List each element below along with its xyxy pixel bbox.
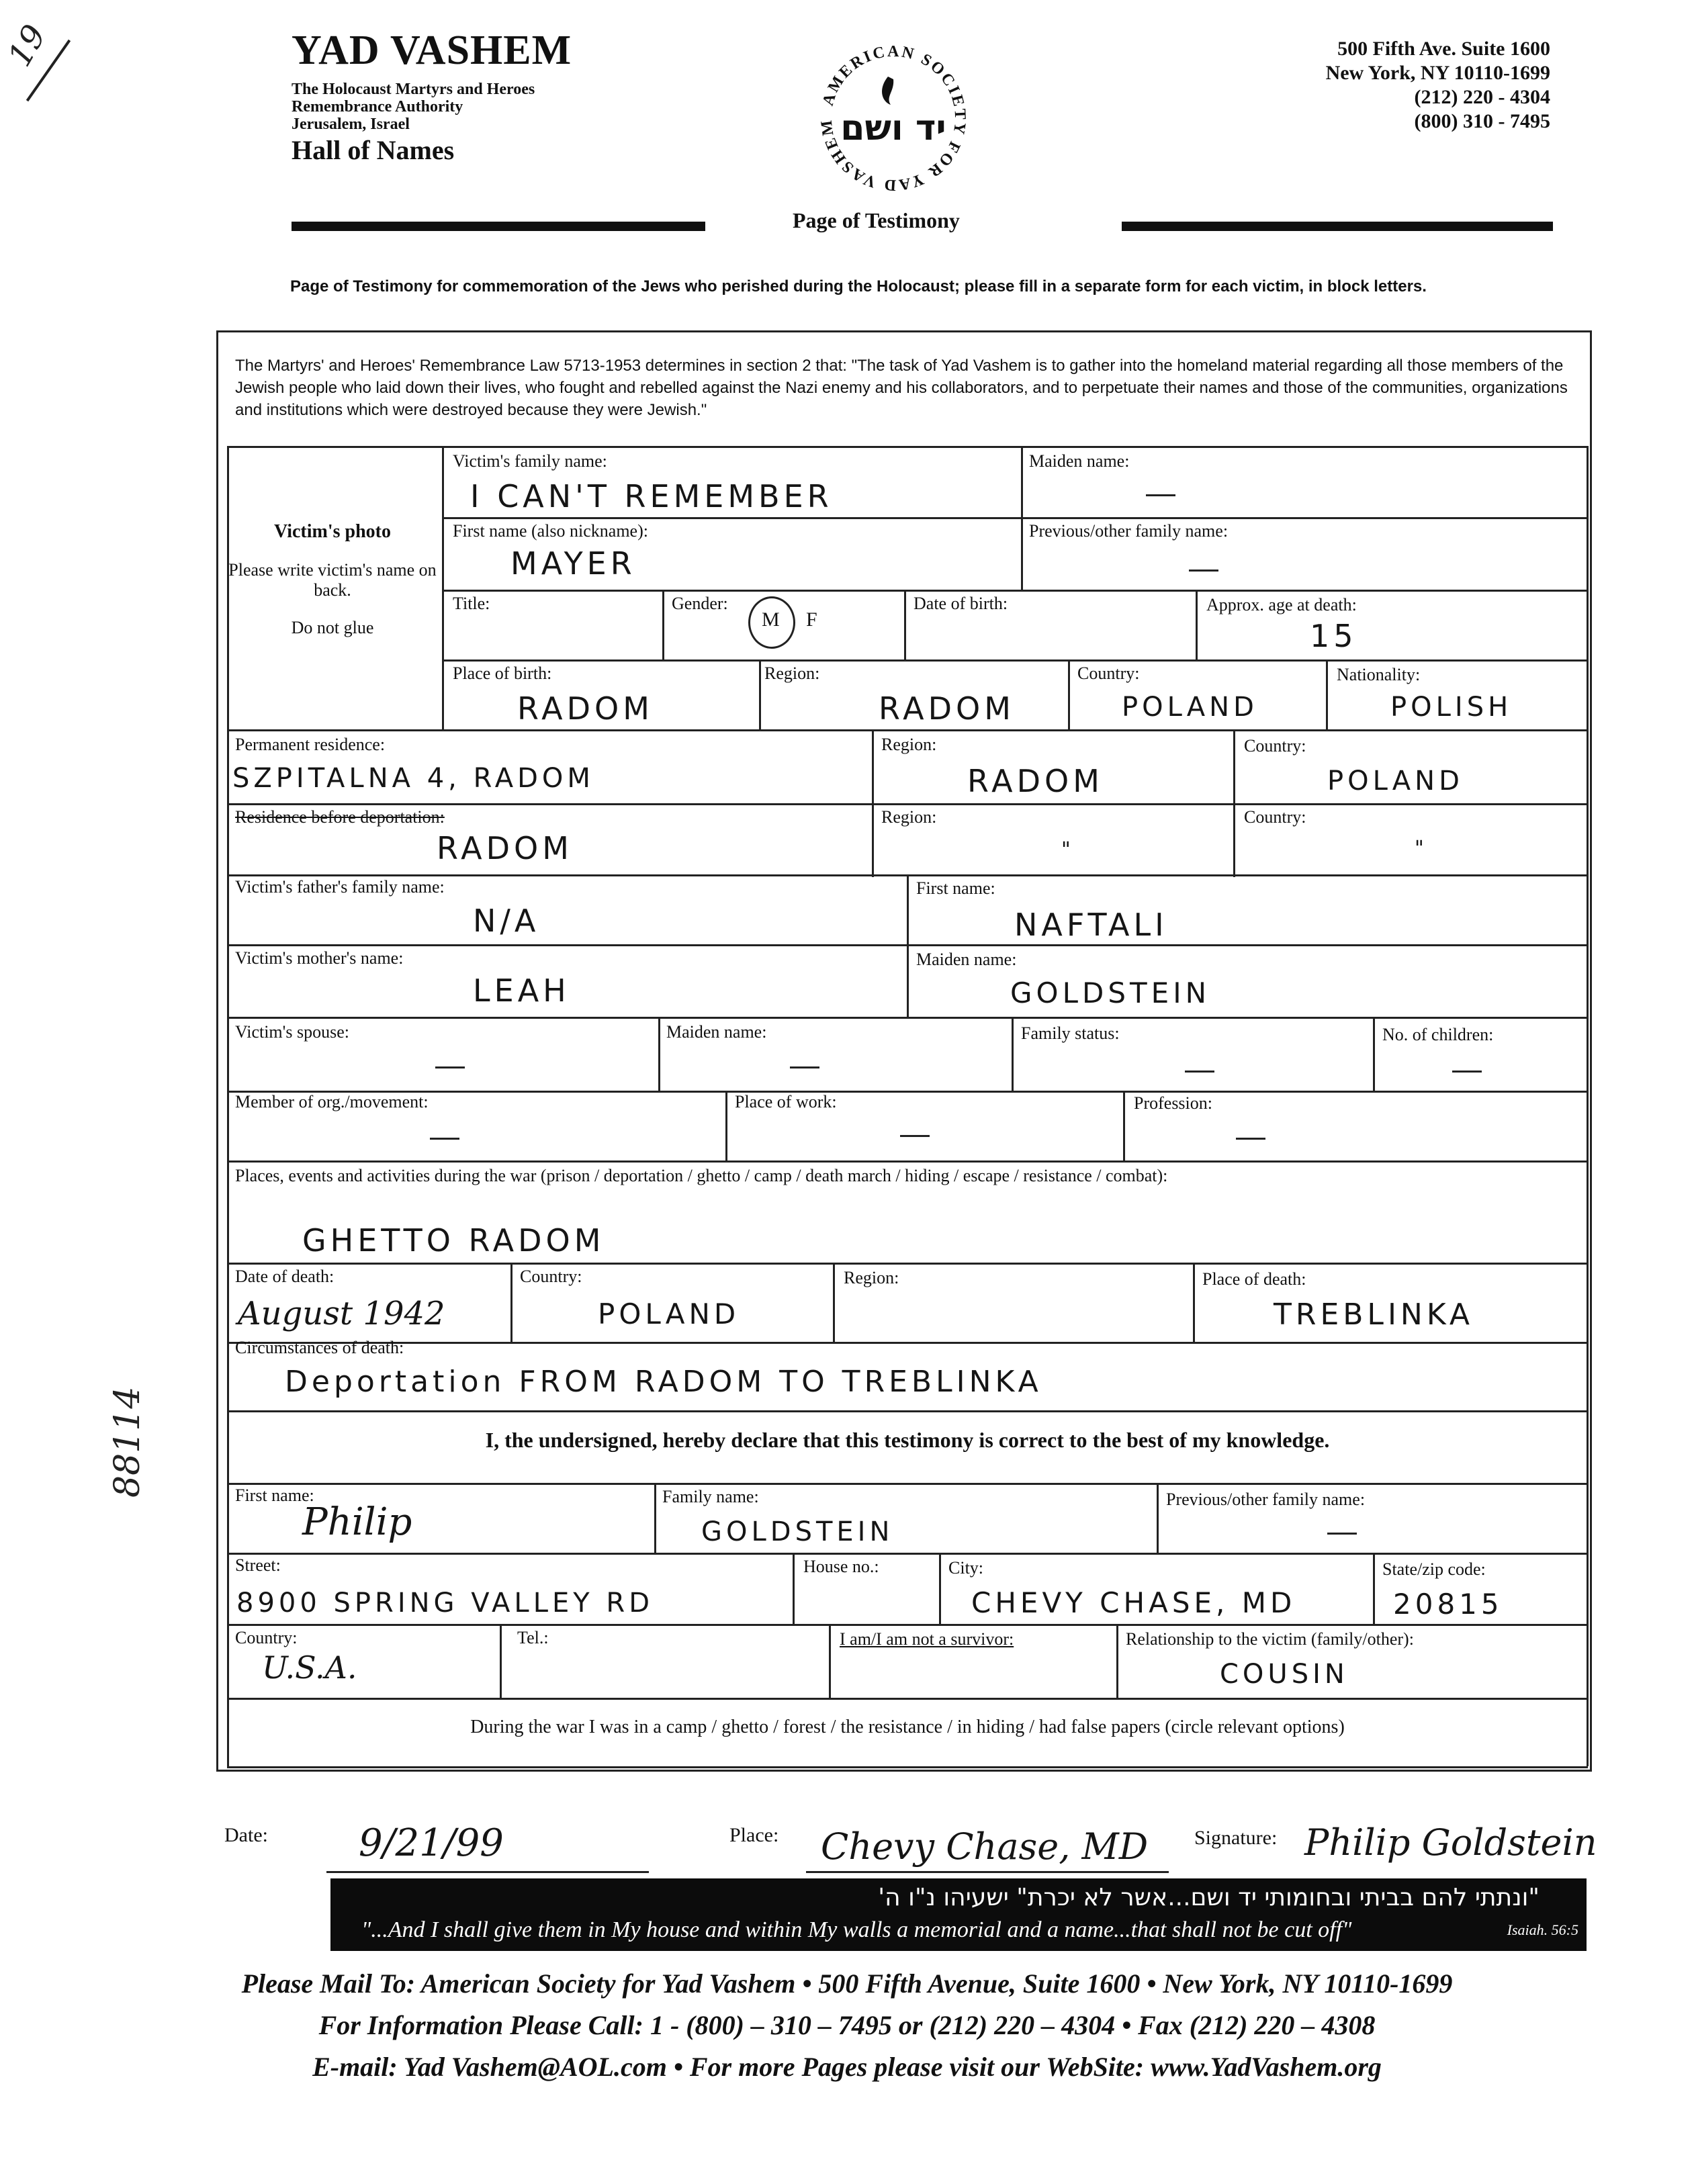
- pob[interactable]: RADOM: [517, 690, 654, 727]
- org-line: Jerusalem, Israel: [292, 116, 410, 133]
- org-dash: [430, 1138, 459, 1140]
- gender-label: Gender:: [672, 594, 728, 613]
- page-title: Page of Testimony: [793, 208, 960, 232]
- survivor-label: I am/I am not a survivor:: [840, 1629, 1014, 1649]
- places[interactable]: GHETTO RADOM: [302, 1222, 605, 1259]
- residence[interactable]: SZPITALNA 4, RADOM: [232, 763, 594, 794]
- work-label: Place of work:: [735, 1092, 837, 1111]
- death-place-label: Place of death:: [1202, 1269, 1306, 1289]
- title-label: Title:: [453, 594, 490, 613]
- spouse-maiden-label: Maiden name:: [666, 1022, 767, 1042]
- father-family[interactable]: N/A: [473, 903, 540, 939]
- pob-label: Place of birth:: [453, 664, 552, 683]
- city-label: City:: [948, 1558, 984, 1578]
- victim-family-name-label: Victim's family name:: [453, 451, 607, 471]
- date[interactable]: 9/21/99: [359, 1821, 504, 1865]
- dep-country[interactable]: ": [1415, 837, 1428, 860]
- signature[interactable]: Philip Goldstein: [1304, 1821, 1597, 1864]
- victim-family-name[interactable]: I CAN'T REMEMBER: [470, 478, 833, 514]
- date-label: Date:: [224, 1824, 268, 1846]
- family-status-dash: [1185, 1071, 1214, 1073]
- profession-dash: [1236, 1138, 1265, 1140]
- instructions: Page of Testimony for commemoration of the Jews who perished during the Holocaust; please fill in a separate form for each victim, in block letters.: [290, 277, 1427, 295]
- dod-label: Date of death:: [235, 1267, 335, 1286]
- date-line: [326, 1871, 649, 1873]
- before-dep-label: Residence before deportation:: [235, 807, 445, 827]
- victim-age[interactable]: 15: [1310, 618, 1357, 654]
- witness-country[interactable]: U.S.A.: [262, 1649, 357, 1686]
- org-title: YAD VASHEM: [292, 28, 572, 73]
- place-line: [806, 1871, 1169, 1873]
- victim-first-name[interactable]: MAYER: [510, 545, 636, 582]
- maiden-name-label: Maiden name:: [1029, 451, 1130, 471]
- dep-country-label: Country:: [1244, 807, 1306, 827]
- residence-label: Permanent residence:: [235, 735, 386, 754]
- pob-country-label: Country:: [1077, 664, 1140, 683]
- res-region-label: Region:: [881, 735, 937, 754]
- age-label: Approx. age at death:: [1206, 595, 1357, 615]
- street-label: Street:: [235, 1555, 281, 1575]
- pob-country[interactable]: POLAND: [1122, 692, 1258, 723]
- header-rule-right: [1122, 222, 1553, 231]
- svg-text:יד ושם: יד ושם: [840, 108, 946, 148]
- quote-hebrew: "ונתתי להם בביתי ובחומותי יד ושם...אשר לא יכרת" ישעיהו נ"ו ה': [878, 1884, 1540, 1911]
- first-name-label: First name (also nickname):: [453, 521, 648, 541]
- footer-phone: For Information Please Call: 1 - (800) – 310 – 7495 or (212) 220 – 4304 • Fax (212) 220 – 4308: [318, 2010, 1376, 2040]
- org-label: Member of org./movement:: [235, 1092, 429, 1111]
- pob-region[interactable]: RADOM: [879, 690, 1015, 727]
- place-label: Place:: [729, 1824, 779, 1846]
- father-first-label: First name:: [916, 878, 995, 898]
- witness-family-name-label: Family name:: [662, 1487, 759, 1506]
- witness-prev-family-dash: [1327, 1533, 1357, 1535]
- society-logo: [813, 38, 974, 199]
- relationship-label: Relationship to the victim (family/other):: [1126, 1629, 1414, 1649]
- res-region[interactable]: RADOM: [967, 763, 1104, 799]
- nationality[interactable]: POLISH: [1390, 692, 1513, 723]
- footer-mail: Please Mail To: American Society for Yad Vashem • 500 Fifth Avenue, Suite 1600 • New York, NY 10110-1699: [241, 1968, 1453, 1999]
- city[interactable]: CHEVY CHASE, MD: [971, 1586, 1296, 1619]
- footer-web: E-mail: Yad Vashem@AOL.com • For more Pages please visit our WebSite: www.YadVashem.org: [312, 2052, 1382, 2082]
- photo-label: Victim's photo: [274, 521, 391, 542]
- places-label: Places, events and activities during the war (prison / deportation / ghetto / camp / death march / hiding / escape / resistance / combat):: [235, 1166, 1168, 1185]
- work-dash: [900, 1135, 930, 1137]
- photo-instruction: Please write victim's name on back.: [228, 560, 437, 600]
- father-family-label: Victim's father's family name:: [235, 877, 445, 897]
- form-box: [216, 330, 1592, 1772]
- death-country-label: Country:: [520, 1267, 582, 1286]
- street[interactable]: 8900 SPRING VALLEY RD: [236, 1588, 654, 1619]
- children-label: No. of children:: [1382, 1025, 1494, 1044]
- address-line: (800) 310 - 7495: [1414, 110, 1550, 132]
- profession-label: Profession:: [1134, 1093, 1212, 1113]
- photo-note: Do not glue: [291, 618, 374, 637]
- circumstances-label: Circumstances of death:: [235, 1338, 404, 1357]
- maiden-name-dash: [1146, 494, 1175, 496]
- prev-family-name-label: Previous/other family name:: [1029, 521, 1229, 541]
- place[interactable]: Chevy Chase, MD: [821, 1825, 1149, 1868]
- dob-label: Date of birth:: [913, 594, 1008, 613]
- dep-region[interactable]: ": [1061, 838, 1075, 862]
- witness-first-name[interactable]: Philip: [302, 1500, 412, 1544]
- house-no-label: House no.:: [803, 1557, 879, 1576]
- circumstances[interactable]: Deportation FROM RADOM TO TREBLINKA: [285, 1365, 1042, 1399]
- mother-maiden[interactable]: GOLDSTEIN: [1010, 976, 1211, 1009]
- dod[interactable]: August 1942: [238, 1295, 445, 1332]
- gender-f[interactable]: F: [806, 608, 817, 631]
- prev-family-dash: [1189, 570, 1218, 572]
- nationality-label: Nationality:: [1337, 665, 1421, 684]
- witness-first-name-label: First name:: [235, 1486, 314, 1505]
- res-country-label: Country:: [1244, 736, 1306, 756]
- org-line: Remembrance Authority: [292, 98, 463, 116]
- side-number: 88114: [107, 1386, 148, 1498]
- mother-label: Victim's mother's name:: [235, 948, 404, 968]
- witness-family-name[interactable]: GOLDSTEIN: [701, 1516, 894, 1547]
- death-region-label: Region:: [844, 1268, 899, 1287]
- family-status-label: Family status:: [1021, 1023, 1120, 1043]
- org-line: The Holocaust Martyrs and Heroes: [292, 81, 535, 98]
- relationship[interactable]: COUSIN: [1220, 1659, 1349, 1690]
- address-line: (212) 220 - 4304: [1414, 86, 1550, 108]
- law-text: The Martyrs' and Heroes' Remembrance Law 5713-1953 determines in section 2 that: "The task of Yad Vashem is to gather into the homeland material regarding all those members of the Jewish people who laid down their lives, who fought and rebelled against the Nazi enemy and his collaborators, and to perpetuate their names and those of the communities, organizations and institutions which were destroyed because they were Jewish.": [235, 357, 1568, 419]
- dep-region-label: Region:: [881, 807, 937, 827]
- hall-of-names: Hall of Names: [292, 135, 455, 165]
- signature-label: Signature:: [1194, 1827, 1278, 1849]
- witness-country-label: Country:: [235, 1628, 298, 1647]
- tel-label: Tel.:: [517, 1628, 549, 1647]
- header-rule-left: [292, 222, 705, 231]
- mother-maiden-label: Maiden name:: [916, 950, 1017, 969]
- gender-m: M: [762, 608, 780, 631]
- war-options[interactable]: During the war I was in a camp / ghetto / forest / the resistance / in hiding / had false papers (circle relevant options): [470, 1717, 1345, 1737]
- address-line: New York, NY 10110-1699: [1325, 62, 1550, 84]
- state-zip-label: State/zip code:: [1382, 1559, 1486, 1579]
- quote-english: "...And I shall give them in My house and within My walls a memorial and a name...that shall not be cut off": [361, 1917, 1352, 1942]
- quote-bar: [330, 1878, 1587, 1951]
- address-line: 500 Fifth Ave. Suite 1600: [1337, 38, 1550, 60]
- children-dash: [1452, 1071, 1482, 1073]
- quote-reference: Isaiah. 56:5: [1507, 1921, 1578, 1938]
- res-country[interactable]: POLAND: [1327, 766, 1464, 797]
- spouse-label: Victim's spouse:: [235, 1022, 349, 1042]
- witness-prev-family-label: Previous/other family name:: [1166, 1490, 1366, 1509]
- state-zip[interactable]: 20815: [1393, 1588, 1503, 1621]
- father-first[interactable]: NAFTALI: [1014, 907, 1168, 943]
- mother[interactable]: LEAH: [473, 972, 570, 1009]
- death-place[interactable]: TREBLINKA: [1274, 1298, 1474, 1332]
- spouse-dash: [435, 1066, 465, 1068]
- svg-text:AMERICAN SOCIETY FOR YAD VASHE: AMERICAN SOCIETY FOR YAD VASHEM: [817, 42, 969, 194]
- pob-region-label: Region:: [764, 664, 820, 683]
- corner-number: 19: [1, 18, 54, 73]
- spouse-maiden-dash: [790, 1066, 819, 1068]
- before-dep[interactable]: RADOM: [437, 830, 573, 866]
- death-country[interactable]: POLAND: [598, 1298, 740, 1330]
- declaration: I, the undersigned, hereby declare that this testimony is correct to the best of my knowledge.: [485, 1428, 1330, 1452]
